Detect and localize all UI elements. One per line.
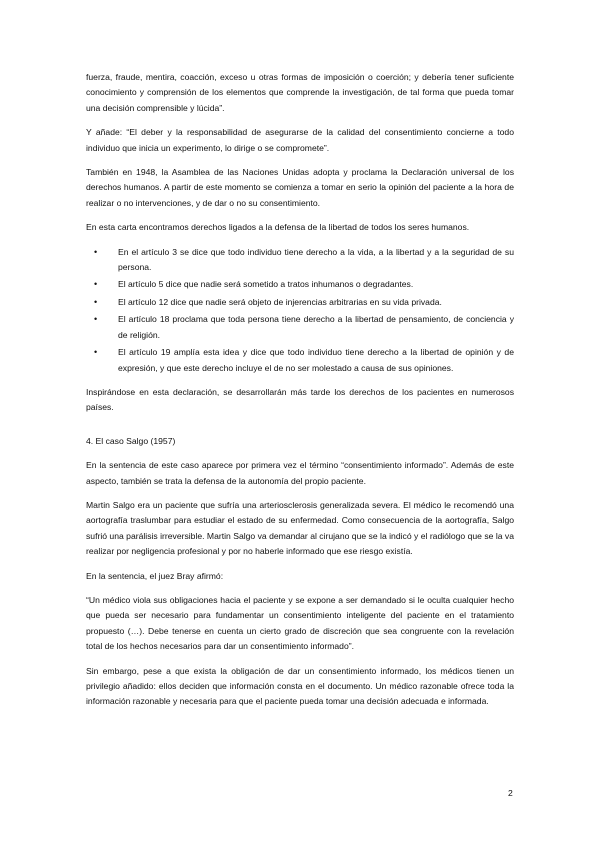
paragraph: fuerza, fraude, mentira, coacción, exceso u otras formas de imposición o coerción; y debería tener suficiente conocimiento y comprensión de los elementos que comprende la investigación, de tal forma que pueda tomar una decisión comprensible y lúcida”. <box>86 72 514 113</box>
paragraph: También en 1948, la Asamblea de las Naciones Unidas adopta y proclama la Declaración universal de los derechos humanos. A partir de este momento se comienza a tomar en serio la opinión del paciente a la hora de realizar o no intervenciones, y de dar o no su consentimiento. <box>86 167 514 208</box>
list-item: • En el artículo 3 se dice que todo individuo tiene derecho a la vida, a la libertad y a la seguridad de su persona. <box>118 245 514 276</box>
list-item: • El artículo 5 dice que nadie será sometido a tratos inhumanos o degradantes. <box>118 277 514 292</box>
list-item: • El artículo 12 dice que nadie será objeto de injerencias arbitrarias en su vida privada. <box>118 295 514 310</box>
page-content <box>86 70 514 719</box>
paragraph: Y añade: “El deber y la responsabilidad de asegurarse de la calidad del consentimiento concierne a todo individuo que inicia un experimento, lo dirige o se compromete”. <box>86 127 514 153</box>
section-heading: 4. El caso Salgo (1957) <box>86 435 176 446</box>
paragraph: Sin embargo, pese a que exista la obligación de dar un consentimiento informado, los médicos tienen un privilegio añadido: ellos deciden que información consta en el documento. Un médico razonable ofrece toda la información razonable y necesaria para que el paciente pueda tomar una decisión adecuada e informada. <box>86 665 514 707</box>
paragraph: Inspirándose en esta declaración, se desarrollarán más tarde los derechos de los pacientes en numerosos países. <box>86 386 514 413</box>
paragraph: En esta carta encontramos derechos ligados a la defensa de la libertad de todos los seres humanos. <box>86 222 470 233</box>
paragraph: En la sentencia, el juez Bray afirmó: <box>86 570 224 581</box>
paragraph: En la sentencia de este caso aparece por primera vez el término “consentimiento informado”. Además de este aspecto, también se trata la defensa de la autonomía del propio paciente. <box>86 460 514 486</box>
page-number: 2 <box>508 788 513 798</box>
list-item: • El artículo 19 amplía esta idea y dice que todo individuo tiene derecho a la libertad de opinión y de expresión, y que este derecho incluye el de no ser molestado a causa de sus opiniones. <box>118 345 514 376</box>
paragraph: Martin Salgo era un paciente que sufría una arteriosclerosis generalizada severa. El médico le recomendó una aortografía traslumbar para estudiar el estado de su enfermedad. Como consecuencia de la aortografía, Salgo sufrió una parálisis irreversible. Martin Salgo va demandar al cirujano que se la indicó y el radiólogo que se la va realizar por negligencia profesional y por no haberle informado que ese riesgo existía. <box>86 499 514 557</box>
list-item: • El artículo 18 proclama que toda persona tiene derecho a la libertad de pensamiento, de conciencia y de religión. <box>118 312 514 343</box>
quote-paragraph: “Un médico viola sus obligaciones hacia el paciente y se expone a ser demandado si le oculta cualquier hecho que pueda ser necesario para fundamentar un consentimiento inteligente del paciente en el tratamiento propuesto (…). Debe tenerse en cuenta un cierto grado de discreción que sea congruente con la revelación total de los hechos necesarios para dar un consentimiento informado”. <box>86 594 514 652</box>
articles-bullet-list <box>86 245 514 376</box>
